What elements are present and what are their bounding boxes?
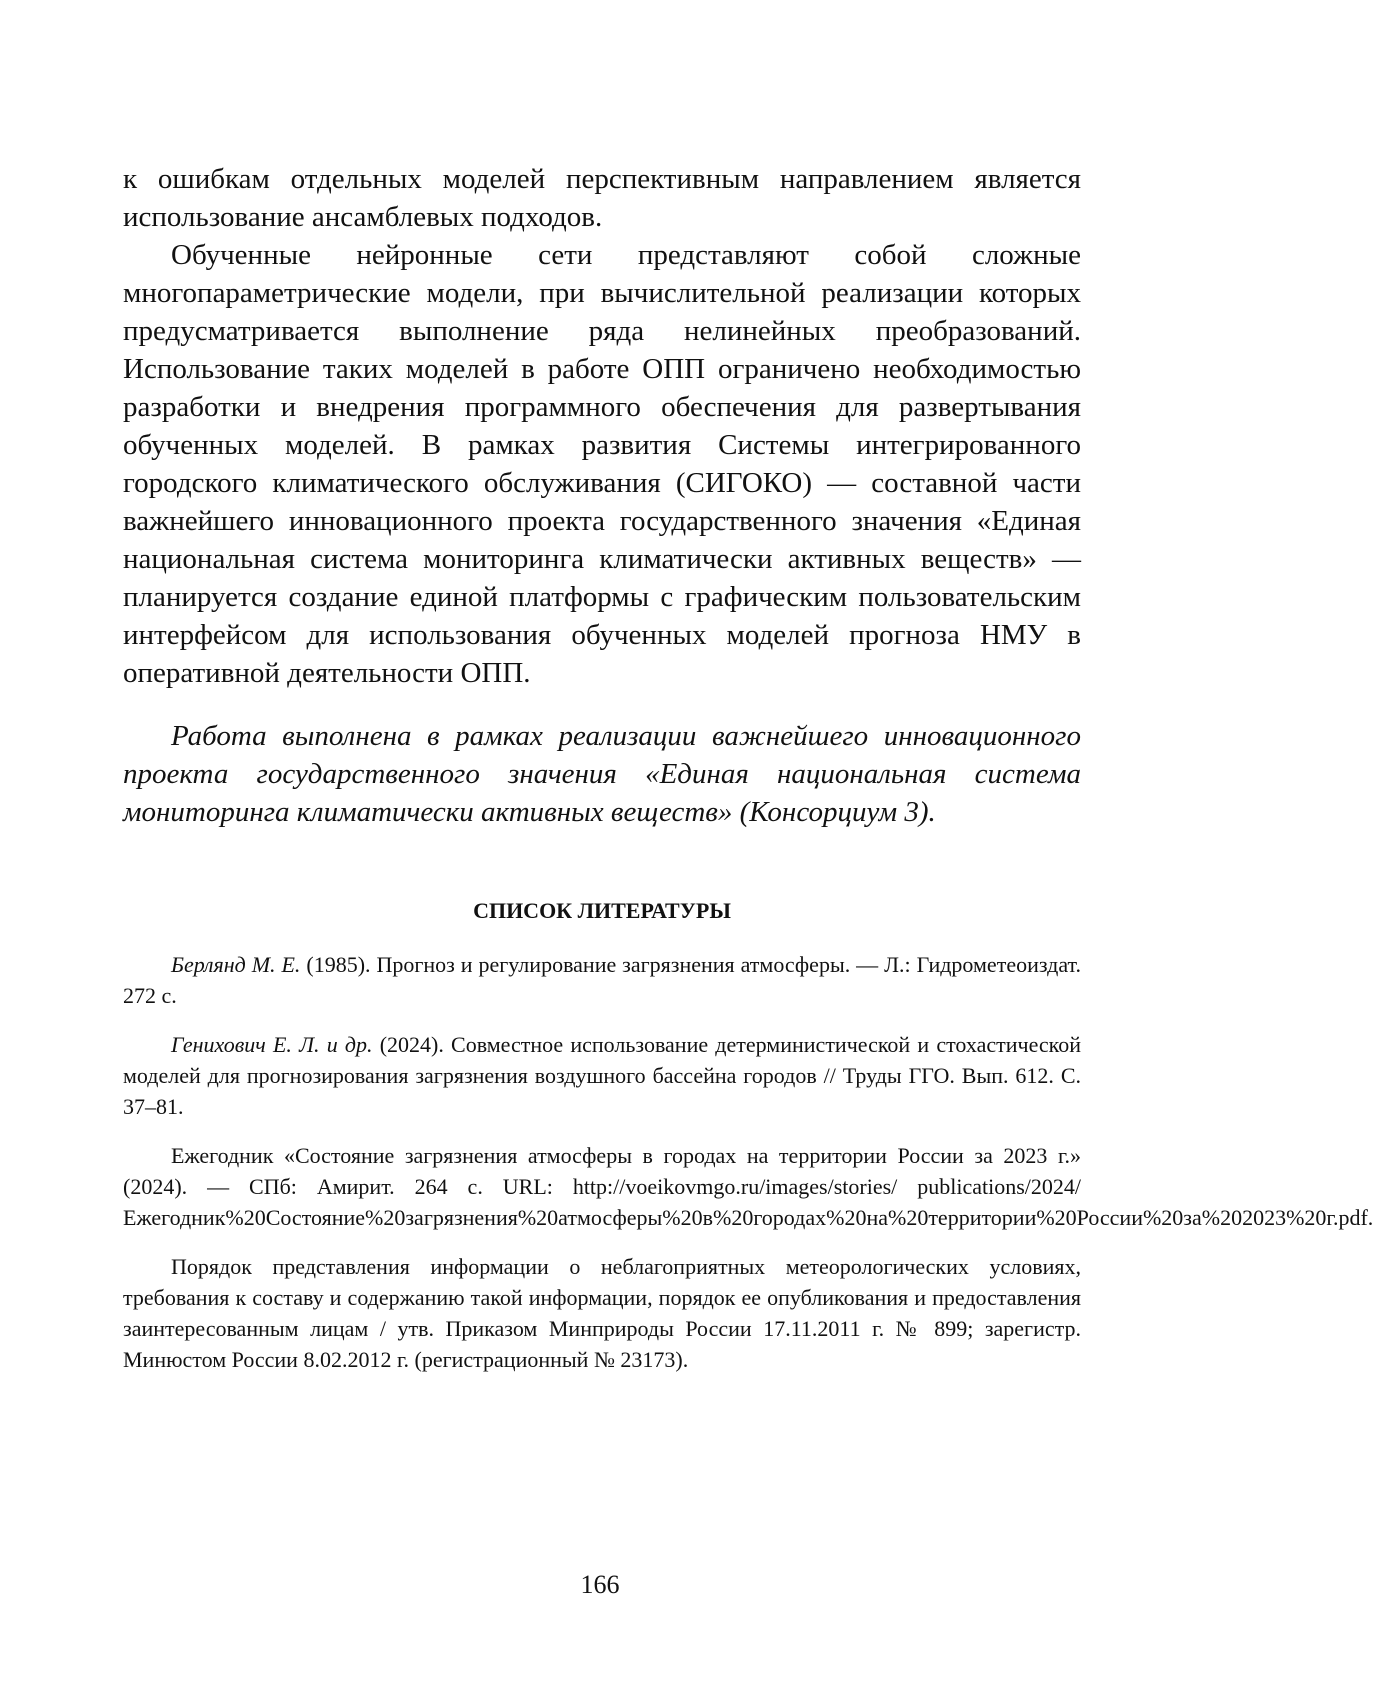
body-paragraph-continued: к ошибкам отдельных моделей перспективным направлением является использование ансамблевых подходов. — [123, 160, 1081, 236]
funding-note: Работа выполнена в рамках реализации важнейшего инновационного проекта государственного значения «Единая национальная система мониторинга климатически активных веществ» (Консорциум 3). — [123, 717, 1081, 831]
references-heading: СПИСОК ЛИТЕРАТУРЫ — [123, 897, 1081, 925]
reference-text: Ежегодник «Состояние загрязнения атмосферы в городах на территории России за 2023 г.» (2024). — СПб: Амирит. 264 с. URL: http://voeikovmgo.ru/images/stories/ publications/2024/Ежегодник%20Состояние%20загрязнения%20атмосферы%20в%20городах%20на%20территории%20России%20за%202023%20г.pdf. — [123, 1143, 1373, 1230]
reference-text: Порядок представления информации о неблагоприятных метеорологических условиях, требования к составу и содержанию такой информации, порядок ее опубликования и предоставления заинтересованным лицам / утв. Приказом Минприроды России 17.11.2011 г. № 899; зарегистр. Минюстом России 8.02.2012 г. (регистрационный № 23173). — [123, 1254, 1081, 1372]
reference-author: Генихович Е. Л. и др. — [171, 1032, 373, 1057]
reference-author: Берлянд М. Е. — [171, 952, 300, 977]
reference-text: (1985). Прогноз и регулирование загрязнения атмосферы. — Л.: Гидрометеоиздат. 272 с. — [123, 952, 1081, 1008]
reference-item — [123, 1140, 1081, 1233]
references-list — [123, 949, 1081, 1375]
reference-item — [123, 949, 1081, 1011]
reference-item — [123, 1029, 1081, 1122]
reference-text: (2024). Совместное использование детерминистической и стохастической моделей для прогнозирования загрязнения воздушного бассейна городов // Труды ГГО. Вып. 612. С. 37–81. — [123, 1032, 1081, 1119]
page-number: 166 — [0, 1569, 1200, 1601]
page-content — [123, 160, 1081, 1375]
body-paragraph: Обученные нейронные сети представляют собой сложные многопараметрические модели, при вычислительной реализации которых предусматривается выполнение ряда нелинейных преобразований. Использование таких моделей в работе ОПП ограничено необходимостью разработки и внедрения программного обеспечения для развертывания обученных моделей. В рамках развития Системы интегрированного городского климатического обслуживания (СИГОКО) — составной части важнейшего инновационного проекта государственного значения «Единая национальная система мониторинга климатически активных веществ» — планируется создание единой платформы с графическим пользовательским интерфейсом для использования обученных моделей прогноза НМУ в оперативной деятельности ОПП. — [123, 236, 1081, 692]
reference-item — [123, 1251, 1081, 1375]
